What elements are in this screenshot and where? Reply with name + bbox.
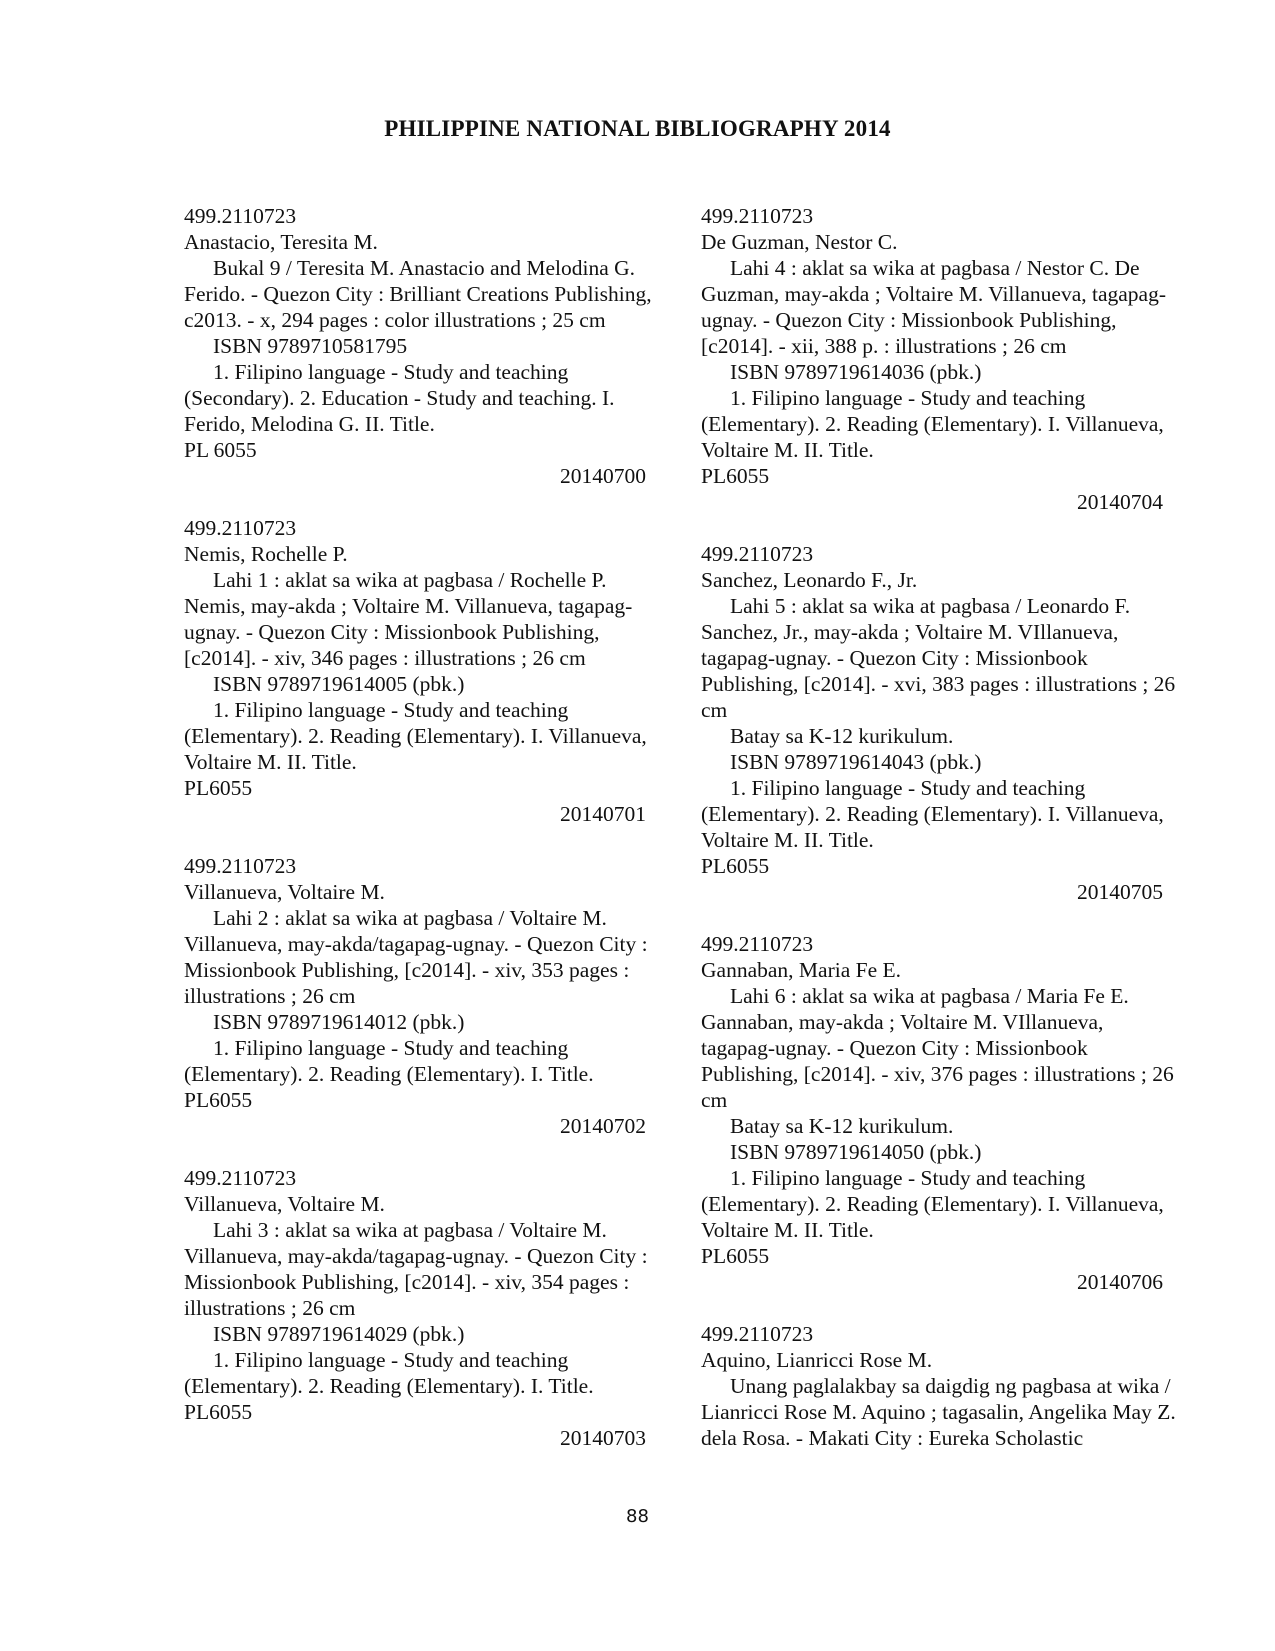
entry-description: Lahi 4 : aklat sa wika at pagbasa / Nestor C. De Guzman, may-akda ; Voltaire M. Villanueva, tagapag-ugnay. - Quezon City : Missionbook Publishing, [c2014]. - xii, 388 p. : illustrations ; 26 cm bbox=[701, 256, 1167, 358]
class-number: 499.2110723 bbox=[184, 204, 297, 228]
entry-description: Lahi 5 : aklat sa wika at pagbasa / Leonardo F. Sanchez, Jr., may-akda ; Voltaire M. VIllanueva, tagapag-ugnay. - Quezon City : Missionbook Publishing, [c2014]. - xvi, 383 pages : illustrations ; 26 cm bbox=[701, 594, 1176, 722]
bibliography-entry bbox=[184, 203, 662, 489]
entry-isbn: ISBN 9789719614050 (pbk.) bbox=[730, 1140, 982, 1164]
class-number: 499.2110723 bbox=[184, 1166, 297, 1190]
entry-author: Aquino, Lianricci Rose M. bbox=[701, 1348, 933, 1372]
call-number: PL 6055 bbox=[184, 438, 257, 462]
entry-isbn: ISBN 9789719614043 (pbk.) bbox=[730, 750, 982, 774]
class-number: 499.2110723 bbox=[184, 854, 297, 878]
entry-description: Lahi 6 : aklat sa wika at pagbasa / Maria Fe E. Gannaban, may-akda ; Voltaire M. VIllanueva, tagapag-ugnay. - Quezon City : Missionbook Publishing, [c2014]. - xiv, 376 pages : illustrations ; 26 cm bbox=[701, 984, 1174, 1112]
call-number: PL6055 bbox=[701, 1244, 770, 1268]
entry-isbn: ISBN 9789719614012 (pbk.) bbox=[213, 1010, 465, 1034]
class-number: 499.2110723 bbox=[184, 516, 297, 540]
entry-isbn: ISBN 9789710581795 bbox=[213, 334, 408, 358]
call-number: PL6055 bbox=[701, 464, 770, 488]
entry-isbn: ISBN 9789719614029 (pbk.) bbox=[213, 1322, 465, 1346]
entry-isbn: ISBN 9789719614036 (pbk.) bbox=[730, 360, 982, 384]
bibliography-entry bbox=[701, 541, 1179, 905]
left-column bbox=[184, 203, 662, 1477]
bibliography-entry bbox=[184, 515, 662, 827]
entry-author: Nemis, Rochelle P. bbox=[184, 542, 348, 566]
entry-author: Villanueva, Voltaire M. bbox=[184, 1192, 385, 1216]
entry-subjects: 1. Filipino language - Study and teaching (Elementary). 2. Reading (Elementary). I. Title. bbox=[184, 1036, 594, 1086]
entry-author: Sanchez, Leonardo F., Jr. bbox=[701, 568, 918, 592]
entry-author: De Guzman, Nestor C. bbox=[701, 230, 898, 254]
entry-description: Lahi 2 : aklat sa wika at pagbasa / Voltaire M. Villanueva, may-akda/tagapag-ugnay. - Quezon City : Missionbook Publishing, [c2014]. - xiv, 353 pages : illustrations ; 26 cm bbox=[184, 906, 648, 1008]
class-number: 499.2110723 bbox=[701, 542, 814, 566]
entry-subjects: 1. Filipino language - Study and teaching (Secondary). 2. Education - Study and teaching. I. Ferido, Melodina G. II. Title. bbox=[184, 360, 615, 436]
accession-number: 20140705 bbox=[1077, 880, 1163, 904]
page-number: 88 bbox=[626, 1506, 649, 1527]
entry-author: Anastacio, Teresita M. bbox=[184, 230, 378, 254]
bibliography-entry bbox=[701, 1321, 1179, 1451]
call-number: PL6055 bbox=[184, 776, 253, 800]
bibliography-entry bbox=[701, 203, 1179, 515]
accession-number: 20140700 bbox=[560, 464, 646, 488]
entry-note: Batay sa K-12 kurikulum. bbox=[730, 724, 954, 748]
entry-description: Bukal 9 / Teresita M. Anastacio and Melodina G. Ferido. - Quezon City : Brilliant Creations Publishing, c2013. - x, 294 pages : color illustrations ; 25 cm bbox=[184, 256, 652, 332]
entry-subjects: 1. Filipino language - Study and teaching (Elementary). 2. Reading (Elementary). I. Villanueva, Voltaire M. II. Title. bbox=[701, 776, 1164, 852]
entry-subjects: 1. Filipino language - Study and teaching (Elementary). 2. Reading (Elementary). I. Villanueva, Voltaire M. II. Title. bbox=[701, 1166, 1164, 1242]
right-column bbox=[701, 203, 1179, 1451]
accession-number: 20140701 bbox=[560, 802, 646, 826]
accession-number: 20140703 bbox=[560, 1426, 646, 1450]
bibliography-entry bbox=[701, 931, 1179, 1295]
entry-isbn: ISBN 9789719614005 (pbk.) bbox=[213, 672, 465, 696]
call-number: PL6055 bbox=[701, 854, 770, 878]
bibliography-entry bbox=[184, 853, 662, 1139]
entry-description: Lahi 3 : aklat sa wika at pagbasa / Voltaire M. Villanueva, may-akda/tagapag-ugnay. - Quezon City : Missionbook Publishing, [c2014]. - xiv, 354 pages : illustrations ; 26 cm bbox=[184, 1218, 648, 1320]
entry-author: Villanueva, Voltaire M. bbox=[184, 880, 385, 904]
accession-number: 20140706 bbox=[1077, 1270, 1163, 1294]
entry-note: Batay sa K-12 kurikulum. bbox=[730, 1114, 954, 1138]
accession-number: 20140702 bbox=[560, 1114, 646, 1138]
entry-description: Unang paglalakbay sa daigdig ng pagbasa at wika / Lianricci Rose M. Aquino ; tagasalin, Angelika May Z. dela Rosa. - Makati City : Eureka Scholastic bbox=[701, 1374, 1176, 1450]
class-number: 499.2110723 bbox=[701, 1322, 814, 1346]
call-number: PL6055 bbox=[184, 1088, 253, 1112]
entry-description: Lahi 1 : aklat sa wika at pagbasa / Rochelle P. Nemis, may-akda ; Voltaire M. Villanueva, tagapag-ugnay. - Quezon City : Missionbook Publishing, [c2014]. - xiv, 346 pages : illustrations ; 26 cm bbox=[184, 568, 633, 670]
entry-author: Gannaban, Maria Fe E. bbox=[701, 958, 901, 982]
entry-subjects: 1. Filipino language - Study and teaching (Elementary). 2. Reading (Elementary). I. Villanueva, Voltaire M. II. Title. bbox=[701, 386, 1164, 462]
class-number: 499.2110723 bbox=[701, 204, 814, 228]
bibliography-entry bbox=[184, 1165, 662, 1451]
accession-number: 20140704 bbox=[1077, 490, 1163, 514]
class-number: 499.2110723 bbox=[701, 932, 814, 956]
entry-subjects: 1. Filipino language - Study and teaching (Elementary). 2. Reading (Elementary). I. Villanueva, Voltaire M. II. Title. bbox=[184, 698, 647, 774]
call-number: PL6055 bbox=[184, 1400, 253, 1424]
page-title: PHILIPPINE NATIONAL BIBLIOGRAPHY 2014 bbox=[384, 116, 891, 141]
entry-subjects: 1. Filipino language - Study and teaching (Elementary). 2. Reading (Elementary). I. Title. bbox=[184, 1348, 594, 1398]
